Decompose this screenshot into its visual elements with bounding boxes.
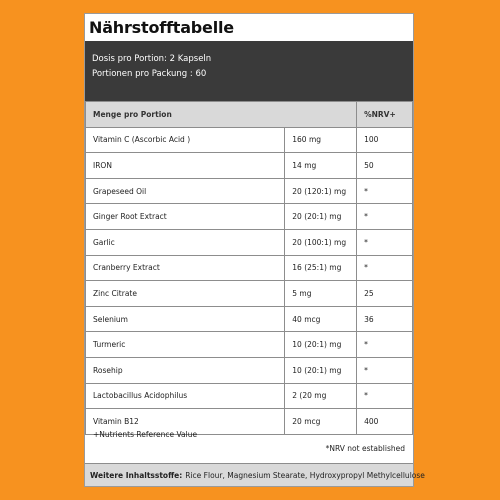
nutrient-nrv: 36 [357, 306, 413, 332]
nutrient-amount: 16 (25:1) mg [285, 255, 357, 281]
nutrient-nrv: 400 [357, 409, 413, 435]
nutrient-nrv: * [357, 178, 413, 204]
nutrient-name: Vitamin C (Ascorbic Acid ) [86, 127, 285, 153]
nutrient-amount: 10 (20:1) mg [285, 357, 357, 383]
nutrient-name: Rosehip [86, 357, 285, 383]
nutrient-name: Turmeric [86, 332, 285, 358]
nutrient-nrv: * [357, 255, 413, 281]
table-row [86, 229, 413, 255]
header-nrv: %NRV+ [357, 102, 413, 128]
table-row [86, 306, 413, 332]
nutrient-nrv: * [357, 383, 413, 409]
table-row [86, 332, 413, 358]
other-ingredients [85, 463, 425, 486]
nutrient-amount: 40 mcg [285, 306, 357, 332]
nutrient-amount: 20 (100:1) mg [285, 229, 357, 255]
nutrient-amount: 20 (20:1) mg [285, 204, 357, 230]
table-row [86, 178, 413, 204]
nutrient-name: Vitamin B12 [86, 409, 285, 435]
panel-title: Nährstofftabelle [89, 18, 234, 37]
table-row [86, 357, 413, 383]
nutrient-amount: 2 (20 mg [285, 383, 357, 409]
table-row [86, 153, 413, 179]
table-row [86, 383, 413, 409]
nutrient-name: Zinc Citrate [86, 281, 285, 307]
nutrient-name: Selenium [86, 306, 285, 332]
nutrition-panel [84, 13, 425, 487]
nutrient-nrv: 25 [357, 281, 413, 307]
nutrient-amount: 14 mg [285, 153, 357, 179]
nutrient-nrv: * [357, 229, 413, 255]
nrv-note: *NRV not established [325, 444, 405, 453]
table-row [86, 281, 413, 307]
table-header-row [86, 102, 413, 128]
nutrient-amount: 20 (120:1) mg [285, 178, 357, 204]
nutrient-name: Garlic [86, 229, 285, 255]
nutrient-nrv: 100 [357, 127, 413, 153]
nutrient-name: IRON [86, 153, 285, 179]
table-row [86, 204, 413, 230]
nutrient-nrv: * [357, 204, 413, 230]
nutrient-name: Cranberry Extract [86, 255, 285, 281]
other-ingredients-label: Weitere Inhaltsstoffe: [90, 470, 183, 480]
serving-portions: Portionen pro Packung : 60 [92, 69, 207, 79]
other-ingredients-text: Rice Flour, Magnesium Stearate, Hydroxypropyl Methylcellulose [185, 470, 425, 480]
table-row [86, 255, 413, 281]
nutrient-nrv: 50 [357, 153, 413, 179]
nutrient-name: Ginger Root Extract [86, 204, 285, 230]
serving-info [85, 41, 413, 101]
nutrient-amount: 160 mg [285, 127, 357, 153]
nutrient-nrv: * [357, 357, 413, 383]
nutrient-nrv: * [357, 332, 413, 358]
serving-dose: Dosis pro Portion: 2 Kapseln [92, 54, 212, 64]
nutrient-amount: 20 mcg [285, 409, 357, 435]
nutrition-table [85, 101, 413, 435]
reference-note: +Nutrients Reference Value [93, 430, 198, 439]
nutrient-name: Lactobacillus Acidophilus [86, 383, 285, 409]
nutrient-name: Grapeseed Oil [86, 178, 285, 204]
nutrient-amount: 10 (20:1) mg [285, 332, 357, 358]
nutrient-amount: 5 mg [285, 281, 357, 307]
header-amount-per-serving: Menge pro Portion [86, 102, 357, 128]
table-row [86, 127, 413, 153]
